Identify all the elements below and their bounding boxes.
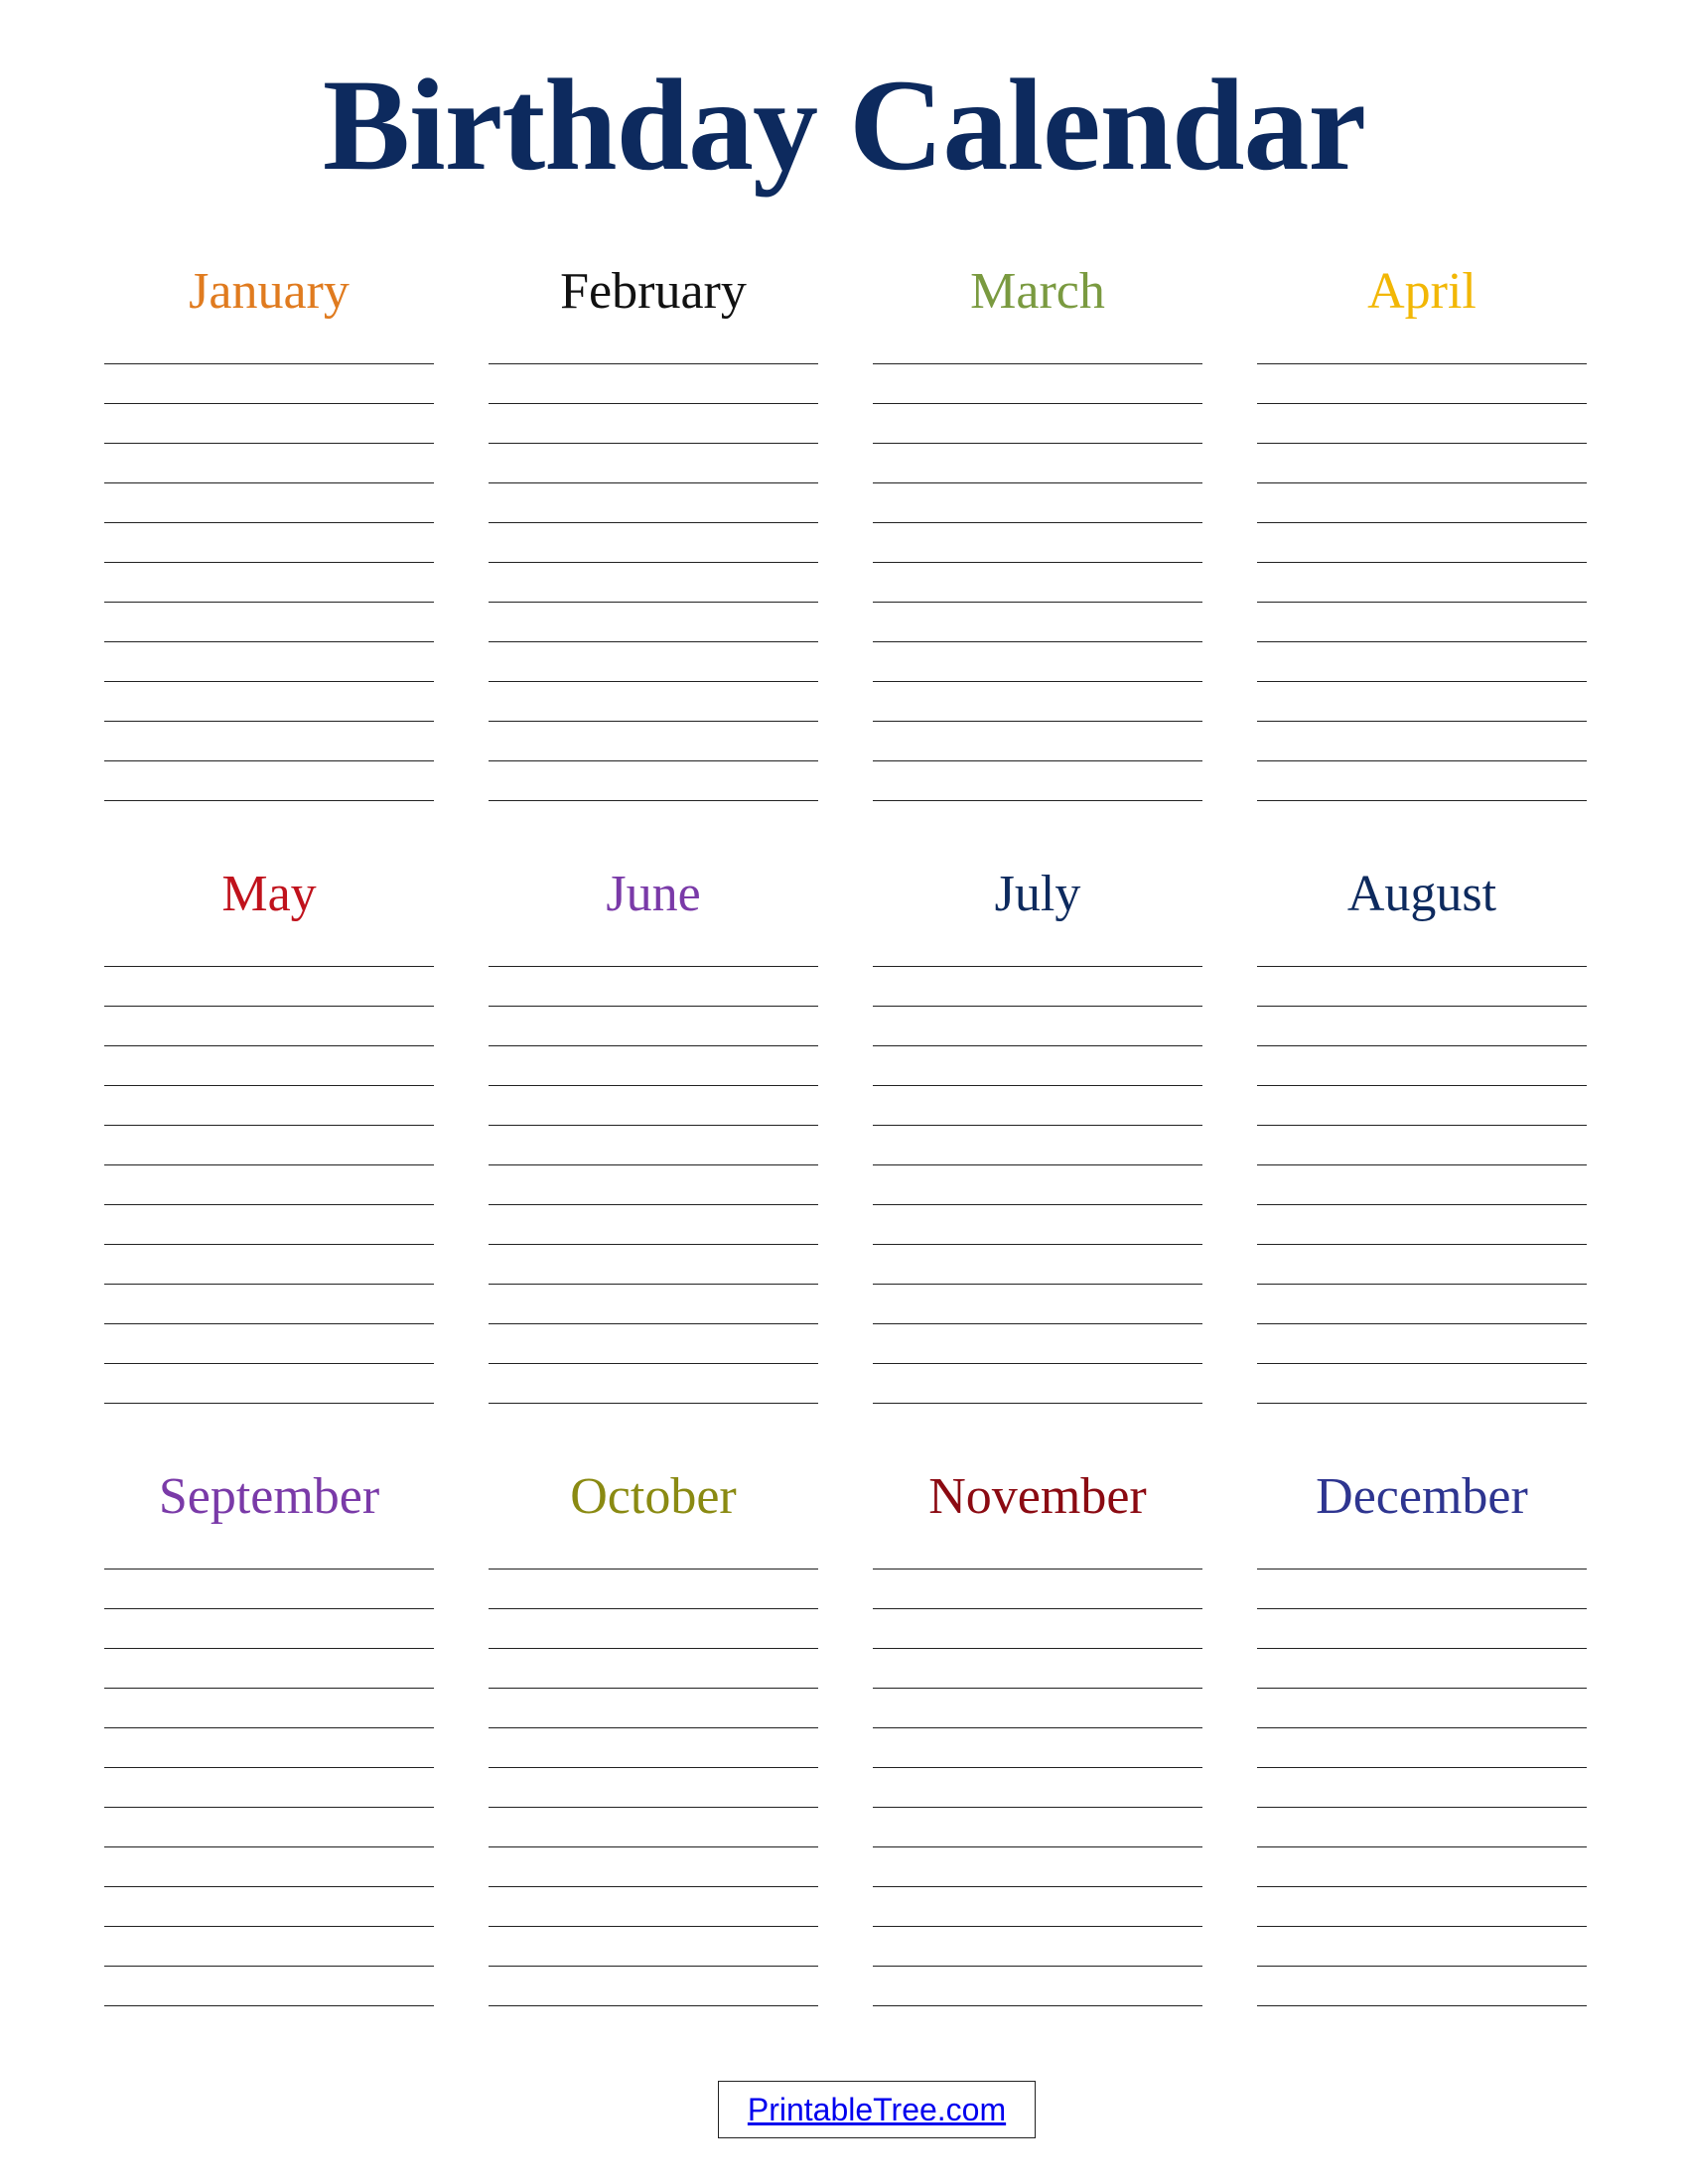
writing-line[interactable] [104,1689,434,1728]
writing-line[interactable] [873,1205,1202,1245]
writing-line[interactable] [1257,523,1587,563]
month-name: May [221,866,317,922]
writing-line[interactable] [1257,444,1587,483]
month-name: March [970,263,1105,320]
writing-line[interactable] [1257,1285,1587,1324]
writing-line[interactable] [489,523,818,563]
writing-line[interactable] [489,1649,818,1689]
writing-line[interactable] [489,404,818,444]
writing-line[interactable] [489,1324,818,1364]
writing-line[interactable] [873,1046,1202,1086]
writing-line[interactable] [104,603,434,642]
writing-line[interactable] [104,1165,434,1205]
month-name: June [606,866,701,922]
writing-line[interactable] [873,1285,1202,1324]
writing-line[interactable] [1257,1324,1587,1364]
writing-line[interactable] [1257,1847,1587,1887]
writing-line[interactable] [489,1689,818,1728]
writing-line[interactable] [873,1086,1202,1126]
month-name: October [570,1468,737,1525]
writing-line[interactable] [873,1689,1202,1728]
month-name: September [158,1468,380,1525]
writing-line[interactable] [1257,1689,1587,1728]
writing-line[interactable] [873,1165,1202,1205]
writing-lines[interactable] [1257,363,1587,801]
writing-line[interactable] [489,1165,818,1205]
writing-line[interactable] [1257,1007,1587,1046]
writing-line[interactable] [104,1927,434,1967]
writing-line[interactable] [104,1046,434,1086]
writing-line[interactable] [104,1126,434,1165]
writing-line[interactable] [1257,404,1587,444]
month-name: December [1316,1468,1528,1525]
writing-line[interactable] [1257,682,1587,722]
writing-line[interactable] [104,404,434,444]
month-name: February [560,263,747,320]
writing-line[interactable] [104,1808,434,1847]
writing-line[interactable] [489,1768,818,1808]
writing-line[interactable] [104,1847,434,1887]
writing-line[interactable] [1257,1808,1587,1847]
writing-line[interactable] [104,1285,434,1324]
writing-line[interactable] [104,1967,434,2006]
writing-line[interactable] [489,1086,818,1126]
writing-line[interactable] [873,1649,1202,1689]
month-name: November [928,1468,1147,1525]
writing-line[interactable] [1257,1046,1587,1086]
writing-line[interactable] [873,1768,1202,1808]
writing-line[interactable] [104,523,434,563]
writing-lines[interactable] [489,1569,818,2006]
writing-line[interactable] [489,722,818,761]
writing-line[interactable] [489,603,818,642]
month-name: April [1367,263,1477,320]
writing-line[interactable] [104,1887,434,1927]
writing-lines[interactable] [104,966,434,1404]
writing-line[interactable] [873,1007,1202,1046]
writing-line[interactable] [489,1046,818,1086]
writing-line[interactable] [489,761,818,801]
writing-line[interactable] [1257,722,1587,761]
writing-line[interactable] [104,967,434,1007]
writing-line[interactable] [873,523,1202,563]
writing-line[interactable] [873,1927,1202,1967]
writing-line[interactable] [873,1364,1202,1404]
writing-line[interactable] [489,563,818,603]
writing-line[interactable] [1257,1205,1587,1245]
writing-line[interactable] [873,603,1202,642]
writing-line[interactable] [1257,642,1587,682]
writing-line[interactable] [489,1245,818,1285]
writing-line[interactable] [489,1285,818,1324]
writing-line[interactable] [1257,1364,1587,1404]
writing-line[interactable] [873,722,1202,761]
writing-line[interactable] [104,364,434,404]
writing-line[interactable] [489,1927,818,1967]
writing-line[interactable] [489,1887,818,1927]
writing-line[interactable] [104,1570,434,1609]
writing-lines[interactable] [489,363,818,801]
writing-line[interactable] [873,1887,1202,1927]
writing-line[interactable] [1257,483,1587,523]
writing-line[interactable] [873,1808,1202,1847]
writing-line[interactable] [104,1007,434,1046]
writing-lines[interactable] [104,363,434,801]
writing-line[interactable] [104,761,434,801]
writing-line[interactable] [489,1126,818,1165]
writing-line[interactable] [489,682,818,722]
writing-line[interactable] [873,761,1202,801]
month-name: January [189,263,350,320]
writing-line[interactable] [1257,1126,1587,1165]
writing-line[interactable] [104,722,434,761]
writing-lines[interactable] [104,1569,434,2006]
writing-line[interactable] [489,1364,818,1404]
writing-lines[interactable] [1257,966,1587,1404]
writing-line[interactable] [489,642,818,682]
writing-line[interactable] [104,1324,434,1364]
writing-line[interactable] [873,682,1202,722]
writing-line[interactable] [1257,1086,1587,1126]
writing-lines[interactable] [873,966,1202,1404]
writing-line[interactable] [104,1728,434,1768]
writing-line[interactable] [489,1609,818,1649]
writing-line[interactable] [873,1847,1202,1887]
writing-line[interactable] [873,444,1202,483]
writing-line[interactable] [104,682,434,722]
writing-line[interactable] [104,642,434,682]
writing-line[interactable] [104,1245,434,1285]
writing-line[interactable] [489,1007,818,1046]
writing-line[interactable] [873,1728,1202,1768]
writing-line[interactable] [104,563,434,603]
writing-line[interactable] [873,1324,1202,1364]
writing-line[interactable] [1257,603,1587,642]
writing-line[interactable] [104,1768,434,1808]
writing-line[interactable] [1257,1887,1587,1927]
month-name: August [1346,866,1497,922]
writing-line[interactable] [873,1245,1202,1285]
writing-lines[interactable] [873,363,1202,801]
writing-line[interactable] [1257,364,1587,404]
writing-lines[interactable] [873,1569,1202,2006]
writing-line[interactable] [1257,563,1587,603]
writing-line[interactable] [489,483,818,523]
writing-line[interactable] [104,1609,434,1649]
writing-line[interactable] [104,444,434,483]
writing-line[interactable] [1257,1245,1587,1285]
writing-line[interactable] [873,642,1202,682]
writing-line[interactable] [104,483,434,523]
writing-line[interactable] [1257,1165,1587,1205]
writing-line[interactable] [489,444,818,483]
writing-line[interactable] [1257,1609,1587,1649]
writing-line[interactable] [489,1570,818,1609]
writing-lines[interactable] [1257,1569,1587,2006]
writing-line[interactable] [489,1967,818,2006]
writing-line[interactable] [489,1205,818,1245]
writing-line[interactable] [1257,1728,1587,1768]
writing-line[interactable] [489,1808,818,1847]
writing-line[interactable] [873,1609,1202,1649]
writing-line[interactable] [104,1364,434,1404]
writing-line[interactable] [873,1570,1202,1609]
writing-line[interactable] [1257,1927,1587,1967]
writing-line[interactable] [489,1847,818,1887]
writing-line[interactable] [104,1649,434,1689]
month-name: July [994,866,1081,922]
writing-line[interactable] [1257,761,1587,801]
writing-lines[interactable] [489,966,818,1404]
footer-link[interactable]: PrintableTree.com [718,2081,1036,2138]
writing-line[interactable] [873,1126,1202,1165]
writing-line[interactable] [873,483,1202,523]
writing-line[interactable] [104,1205,434,1245]
writing-line[interactable] [873,563,1202,603]
writing-line[interactable] [104,1086,434,1126]
page-title: Birthday Calendar [322,52,1366,198]
writing-line[interactable] [1257,1649,1587,1689]
writing-line[interactable] [489,1728,818,1768]
writing-line[interactable] [873,967,1202,1007]
writing-line[interactable] [1257,1570,1587,1609]
writing-line[interactable] [489,967,818,1007]
writing-line[interactable] [1257,967,1587,1007]
writing-line[interactable] [489,364,818,404]
writing-line[interactable] [873,404,1202,444]
writing-line[interactable] [1257,1768,1587,1808]
writing-line[interactable] [873,364,1202,404]
writing-line[interactable] [1257,1967,1587,2006]
writing-line[interactable] [873,1967,1202,2006]
